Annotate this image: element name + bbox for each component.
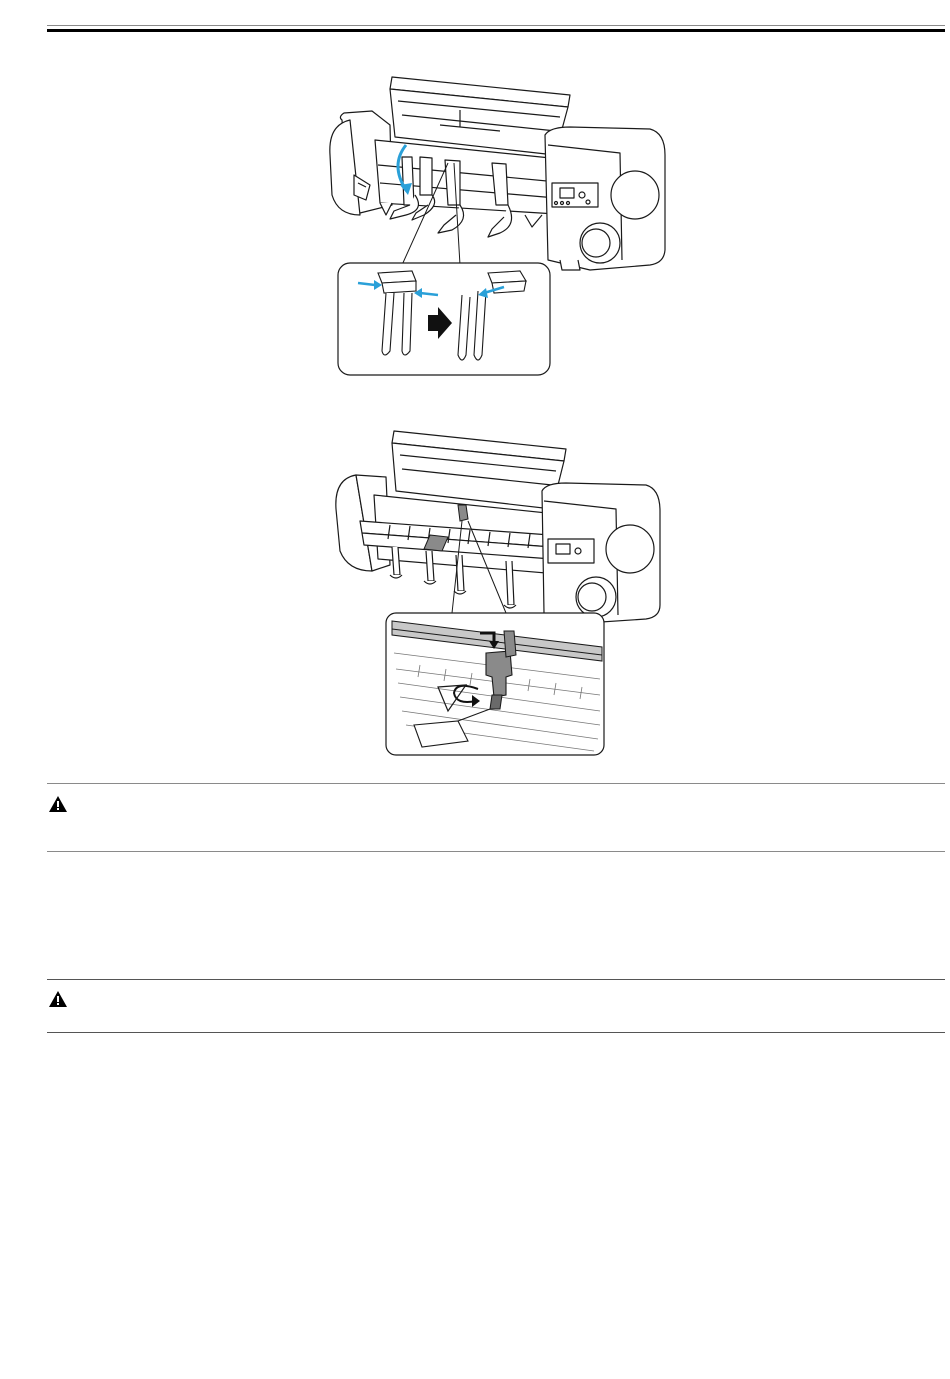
figure-printer-guides <box>320 65 670 380</box>
caution-1-text <box>80 796 940 814</box>
header-rule-thin <box>47 25 945 26</box>
warning-icon <box>48 990 70 1010</box>
caution-2-bottom-rule <box>47 1032 945 1033</box>
warning-icon <box>48 795 70 815</box>
caution-2-top-rule <box>47 979 945 980</box>
header-rule-thick <box>47 29 945 32</box>
printer-guides-illustration <box>320 65 670 380</box>
caution-1-bottom-rule <box>47 851 945 852</box>
figure-printer-platen <box>330 425 670 760</box>
printer-platen-illustration <box>330 425 670 760</box>
caution-2-text <box>80 991 940 1009</box>
caution-1-top-rule <box>47 783 945 784</box>
